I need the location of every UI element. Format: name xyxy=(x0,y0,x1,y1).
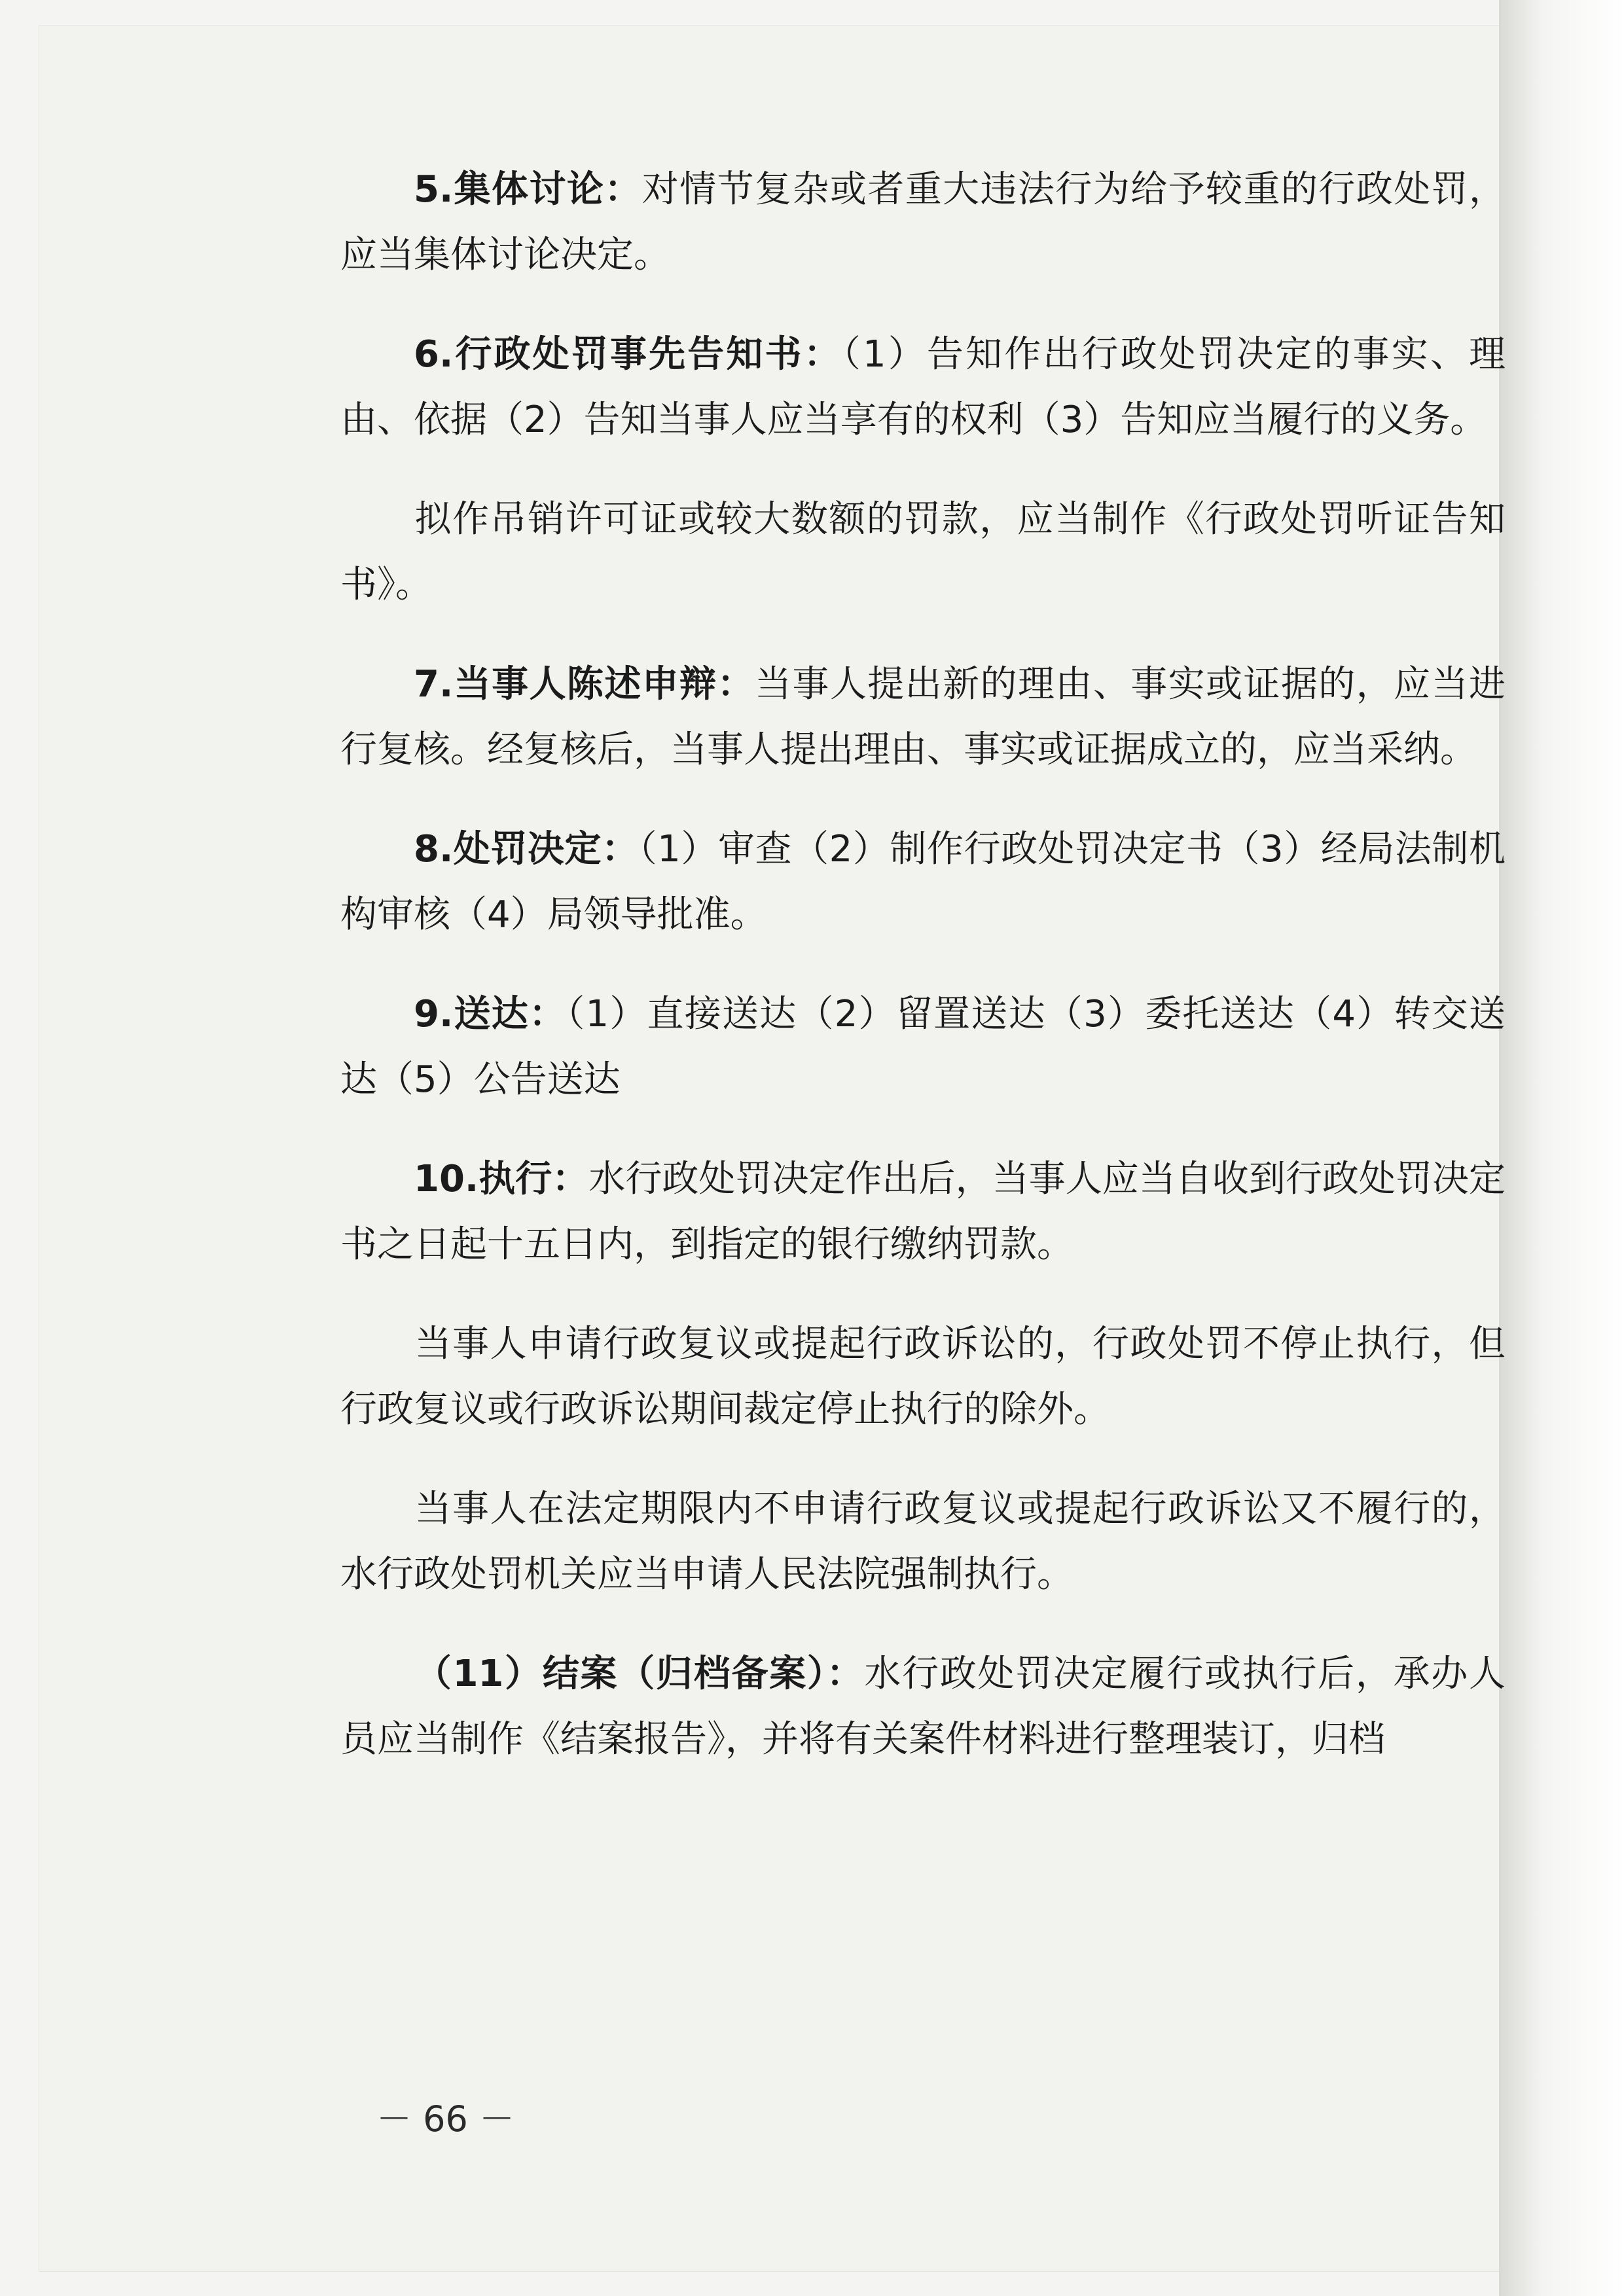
paragraph-case-closing xyxy=(340,1641,1506,1772)
paragraph-heading: 8.处罚决定： xyxy=(414,828,639,870)
paragraph-body: 对情节复杂或者重大违法行为给予较重的行政处罚，应当集体讨论决定。 xyxy=(340,168,1506,276)
paragraph-body: 当事人提出新的理由、事实或证据的，应当进行复核。经复核后，当事人提出理由、事实或证据成立的，应当采纳。 xyxy=(340,663,1506,771)
paragraph-statement-defense xyxy=(340,652,1506,783)
paragraph-heading: 10.执行： xyxy=(414,1158,589,1200)
paragraph-body: 当事人申请行政复议或提起行政诉讼的，行政处罚不停止执行，但行政复议或行政诉讼期间裁定停止执行的除外。 xyxy=(340,1323,1506,1431)
paragraph-heading: 9.送达： xyxy=(414,993,567,1035)
page-edge-shadow xyxy=(1499,0,1624,2296)
paragraph-heading: （11）结案（归档备案）： xyxy=(414,1653,865,1695)
body-text xyxy=(340,157,1506,1806)
paragraph-compulsory-execution xyxy=(340,1477,1506,1607)
paragraph-service xyxy=(340,982,1506,1113)
paragraph-body: 当事人在法定期限内不申请行政复议或提起行政诉讼又不履行的，水行政处罚机关应当申请人民法院强制执行。 xyxy=(340,1488,1506,1596)
paragraph-body: （1）直接送达（2）留置送达（3）委托送达（4）转交送达（5）公告送达 xyxy=(340,993,1506,1101)
paragraph-body: 水行政处罚决定履行或执行后，承办人员应当制作《结案报告》，并将有关案件材料进行整理装订，归档 xyxy=(340,1653,1506,1761)
paragraph-heading: 6.行政处罚事先告知书： xyxy=(414,333,842,376)
paragraph-hearing-notice xyxy=(340,487,1506,618)
paragraph-body: 拟作吊销许可证或较大数额的罚款，应当制作《行政处罚听证告知书》。 xyxy=(340,498,1506,606)
paragraph-penalty-decision xyxy=(340,817,1506,948)
paragraph-body: 水行政处罚决定作出后，当事人应当自收到行政处罚决定书之日起十五日内，到指定的银行缴纳罚款。 xyxy=(340,1158,1506,1266)
paragraph-review-litigation xyxy=(340,1312,1506,1443)
paragraph-body: （1）告知作出行政处罚决定的事实、理由、依据（2）告知当事人应当享有的权利（3）告知应当履行的义务。 xyxy=(340,333,1506,441)
paragraph-collective-discussion xyxy=(340,157,1506,288)
paragraph-heading: 5.集体讨论： xyxy=(414,168,642,211)
paragraph-body: （1）审查（2）制作行政处罚决定书（3）经局法制机构审核（4）局领导批准。 xyxy=(340,828,1506,936)
paragraph-prior-notice xyxy=(340,322,1506,453)
paragraph-execution xyxy=(340,1147,1506,1278)
paragraph-heading: 7.当事人陈述申辩： xyxy=(414,663,755,706)
page-number: － 66 － xyxy=(376,2098,515,2140)
